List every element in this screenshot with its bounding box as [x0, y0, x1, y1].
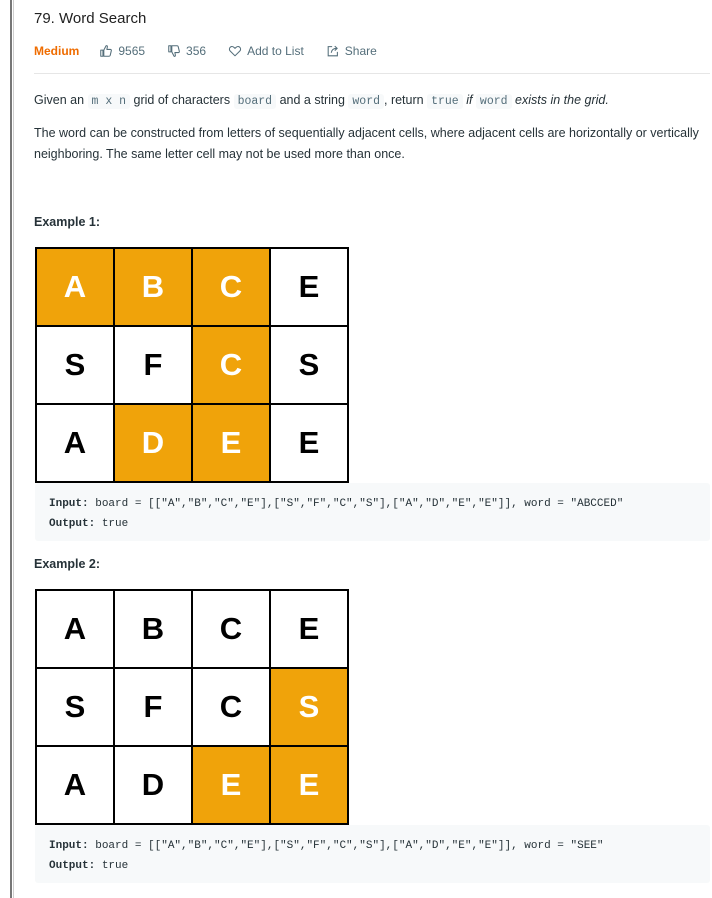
share-button[interactable]	[326, 44, 377, 58]
like-count: 9565	[118, 44, 146, 58]
example-2-code-block: Input: board = [["A","B","C","E"],["S","F","C","S"],["A","D","E","E"]], word = "SEE" Output: true	[35, 825, 710, 883]
share-label: Share	[344, 44, 377, 58]
grid-cell: C	[192, 590, 270, 668]
dislike-button[interactable]	[167, 44, 206, 58]
grid-cell: E	[270, 746, 348, 824]
grid-cell: D	[114, 746, 192, 824]
inline-code: board	[234, 94, 277, 109]
grid-cell: S	[270, 668, 348, 746]
grid-cell: E	[270, 404, 348, 482]
left-border-line	[10, 0, 12, 898]
grid-cell: A	[36, 248, 114, 326]
header-divider	[34, 73, 710, 74]
inline-code: true	[427, 94, 463, 109]
example-1-code-block: Input: board = [["A","B","C","E"],["S","F","C","S"],["A","D","E","E"]], word = "ABCCED" Output: true	[35, 483, 710, 541]
problem-title: 79. Word Search	[34, 10, 147, 27]
description-paragraph-1: Given an m x n grid of characters board and a string word , return true if word exists in the grid.	[34, 93, 609, 108]
inline-code: m x n	[88, 94, 131, 109]
dislike-count: 356	[186, 44, 207, 58]
thumbs-up-icon	[99, 44, 113, 58]
grid-cell: E	[270, 590, 348, 668]
add-to-list-button[interactable]	[228, 44, 304, 58]
difficulty-badge: Medium	[34, 44, 80, 58]
grid-cell: C	[192, 668, 270, 746]
grid-cell: S	[36, 326, 114, 404]
heart-icon	[228, 44, 242, 58]
grid-cell: E	[192, 404, 270, 482]
share-icon	[326, 44, 340, 58]
grid-cell: D	[114, 404, 192, 482]
grid-cell: B	[114, 248, 192, 326]
inline-code: word	[476, 94, 512, 109]
grid-cell: S	[36, 668, 114, 746]
example-2-title: Example 2:	[34, 557, 101, 571]
grid-cell: A	[36, 404, 114, 482]
grid-cell: S	[270, 326, 348, 404]
example-1-board-grid	[35, 247, 349, 483]
example-2-board-grid	[35, 589, 349, 825]
like-button[interactable]	[99, 44, 145, 58]
description-paragraph-2: The word can be constructed from letters of sequentially adjacent cells, where adjacent cells are horizontally or vertically neighboring. The same letter cell may not be used more than once.	[34, 126, 699, 161]
grid-cell: A	[36, 590, 114, 668]
grid-cell: C	[192, 326, 270, 404]
grid-cell: F	[114, 668, 192, 746]
left-border-line-inner	[13, 0, 14, 898]
grid-cell: E	[270, 248, 348, 326]
grid-cell: B	[114, 590, 192, 668]
thumbs-down-icon	[167, 44, 181, 58]
inline-code: word	[348, 94, 384, 109]
grid-cell: C	[192, 248, 270, 326]
grid-cell: A	[36, 746, 114, 824]
grid-cell: E	[192, 746, 270, 824]
grid-cell: F	[114, 326, 192, 404]
example-1-title: Example 1:	[34, 215, 101, 229]
problem-meta-bar	[34, 43, 399, 59]
add-to-list-label: Add to List	[247, 44, 304, 58]
